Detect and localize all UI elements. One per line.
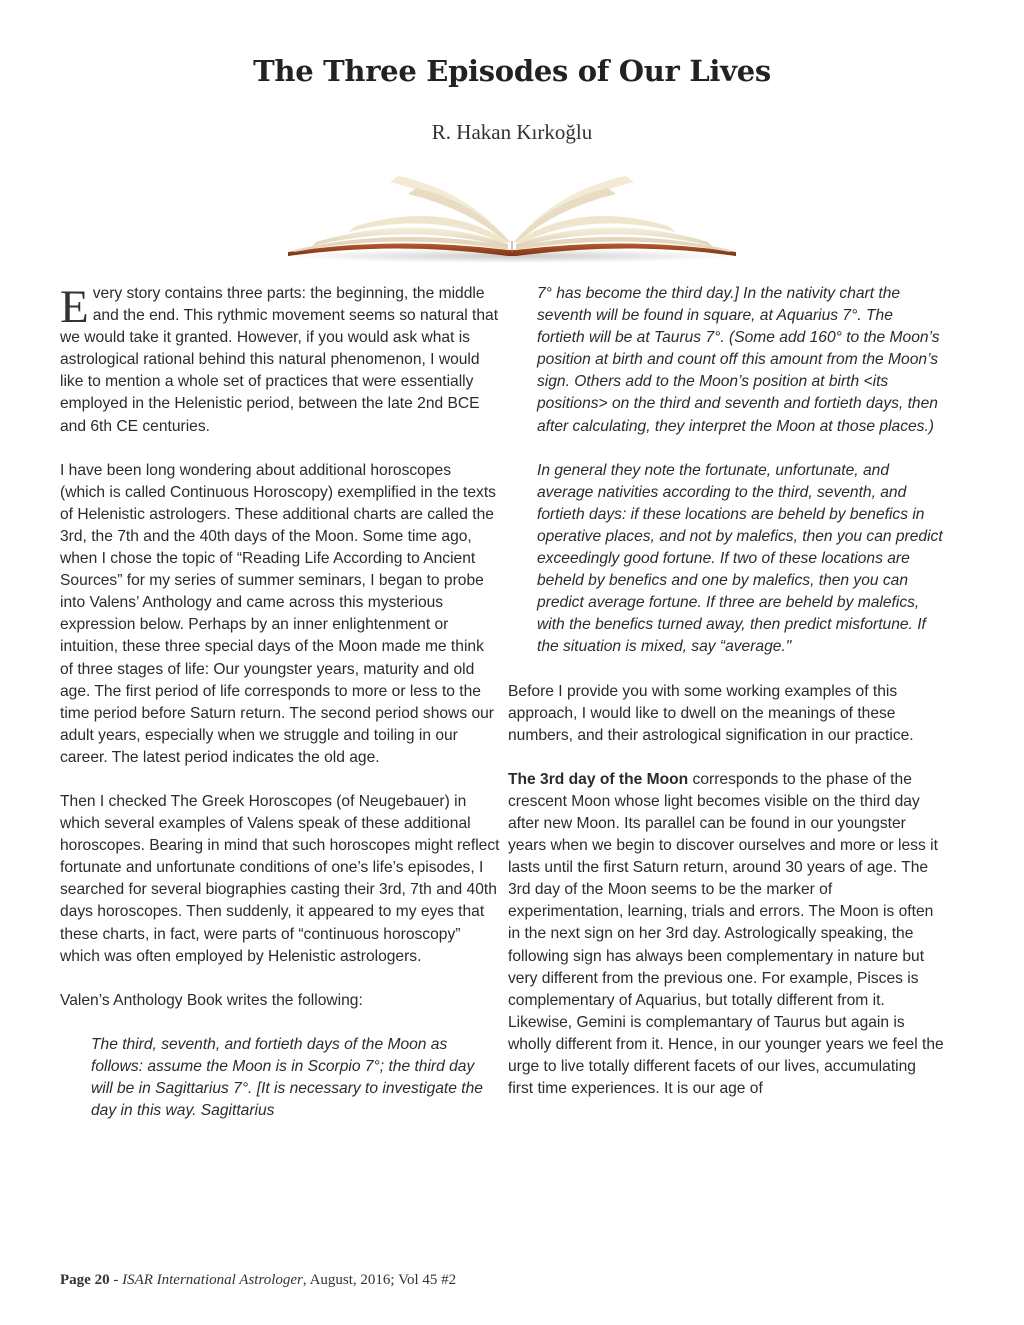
page-title: The Three Episodes of Our Lives bbox=[253, 54, 771, 88]
page-number: Page 20 bbox=[60, 1272, 110, 1288]
paragraph: I have been long wondering about additional horoscopes (which is called Continuous Horoscopy) exemplified in the texts of Helenistic astrologers. These additional charts are called the 3rd, the 7th and the 40th days of the Moon. Some time ago, when I chose the topic of “Reading Life According to Ancient Sources” for my series of summer seminars, I began to probe into Valens’ Anthology and came across this mysterious expression below. Perhaps by an inner enlightenment or intuition, these three special days of the Moon made me think of three stages of life: Our youngster years, maturity and old age. The first period of life corresponds to more or less to the time period before Saturn return. The second period shows our adult years, especially when we struggle and toiling in our career. The latest period indicates the old age. bbox=[60, 461, 496, 766]
block-quote: 7° has become the third day.] In the nativity chart the seventh will be found in square, at Aquarius 7°. The fortieth will be at Taurus 7°. (Some add 160° to the Moon’s position at birth and count off this amount from the Moon’s sign. Others add to the Moon’s position at birth <its positions> on the third and seventh and fortieth days, then after calculating, they interpret the Moon at those places.) bbox=[537, 285, 940, 435]
paragraph: Valen’s Anthology Book writes the following: bbox=[60, 991, 363, 1009]
drop-cap: E bbox=[60, 281, 89, 333]
left-column bbox=[60, 283, 500, 1122]
open-book-illustration bbox=[286, 168, 738, 264]
paragraph: Then I checked The Greek Horoscopes (of Neugebauer) in which several examples of Valens speak of these additional horoscopes. Bearing in mind that such horoscopes might reflect fortunate and unfortunate conditions of one’s life’s episodes, I searched for several biographies casting their 3rd, 7th and 40th days horoscopes. Then suddenly, it appeared to my eyes that these charts, in fact, were parts of “continuous horoscopy” which was often employed by Helenistic astrologers. bbox=[60, 792, 500, 965]
issue-info: , August, 2016; Vol 45 #2 bbox=[302, 1272, 457, 1288]
magazine-name: ISAR International Astrologer bbox=[122, 1272, 303, 1288]
block-quote: The third, seventh, and fortieth days of the Moon as follows: assume the Moon is in Scorpio 7°; the third day will be in Sagittarius 7°. [It is necessary to investigate the day in this way. Sagittarius bbox=[91, 1035, 483, 1120]
block-quote: In general they note the fortunate, unfortunate, and average nativities according to the third, seventh, and fortieth days: if these locations are beheld by benefics in operative places, and not by malefics, then you can predict exceedingly good fortune. If two of these locations are beheld by benefics and one by malefics, then you can predict average fortune. If three are beheld by malefics, with the benefics turned away, then predict misfortune. If the situation is mixed, say “average." bbox=[537, 461, 943, 656]
paragraph: The 3rd day of the Moon corresponds to the phase of the crescent Moon whose light becomes visible on the third day after new Moon. Its parallel can be found in our youngster years when we begin to discover ourselves and more or less it lasts until the first Saturn return, around 30 years of age. The 3rd day of the Moon seems to be the marker of experimentation, learning, trials and errors. The Moon is often in the next sign on her 3rd day. Astrologically speaking, the following sign has always been complementary in nature but very different from the previous one. For example, Pisces is complementary of Aquarius, but totally different from it. Likewise, Gemini is complemantary of Taurus but again is wholly different from it. Hence, in our younger years we feel the urge to live totally different facets of our lives, accumulating first time experiences. It is our age of bbox=[508, 770, 944, 1098]
right-column bbox=[508, 283, 944, 1100]
paragraph: Before I provide you with some working examples of this approach, I would like to dwell on the meanings of these numbers, and their astrological signification in our practice. bbox=[508, 682, 914, 744]
author-name: R. Hakan Kırkoğlu bbox=[431, 120, 593, 144]
section-heading: The 3rd day of the Moon bbox=[508, 770, 689, 788]
page-footer: Page 20 - ISAR International Astrologer, August, 2016; Vol 45 #2 bbox=[60, 1272, 457, 1288]
intro-paragraph: Every story contains three parts: the beginning, the middle and the end. This rythmic movement seems so natural that we would take it granted. However, if you would ask what is astrological rational behind this natural phenomenon, I would like to mention a whole set of practices that were essentially employed in the Helenistic period, between the late 2nd BCE and 6th CE centuries. bbox=[60, 281, 499, 435]
